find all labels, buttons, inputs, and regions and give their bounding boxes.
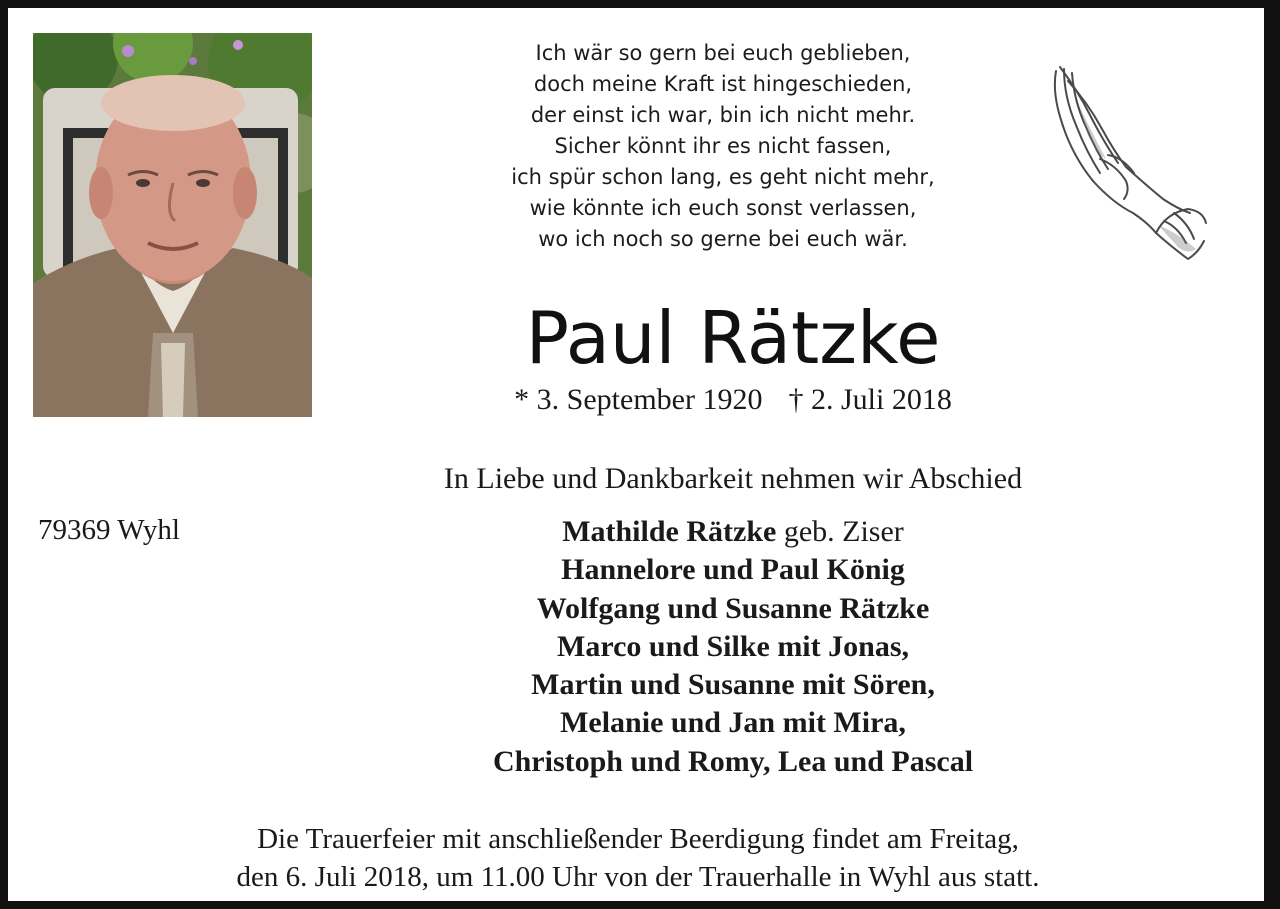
birth-date: * 3. September 1920 [514,383,763,416]
mourner-row: Hannelore und Paul König [561,553,905,587]
poem-line: Ich wär so gern bei euch geblieben, [535,41,911,65]
mourner-row: Marco und Silke mit Jonas, [557,629,909,663]
poem [428,38,1018,255]
death-date: † 2. Juli 2018 [788,383,952,416]
funeral-info [68,820,1208,896]
mourner-row: Wolfgang und Susanne Rätzke [536,591,930,625]
mourners-list [338,513,1128,781]
poem-line: Sicher könnt ihr es nicht fassen, [554,134,892,158]
life-dates [338,382,1128,418]
poem-line: wie könnte ich euch sonst verlassen, [529,196,917,220]
funeral-line: Die Trauerfeier mit anschließender Beerdigung findet am Freitag, [257,823,1019,855]
poem-line: doch meine Kraft ist hingeschieden, [533,72,913,96]
funeral-line: den 6. Juli 2018, um 11.00 Uhr von der Trauerhalle in Wyhl aus statt. [236,861,1040,893]
mourner-row: Melanie und Jan mit Mira, [560,706,906,740]
mourner-row: Christoph und Romy, Lea und Pascal [492,744,974,778]
poem-line: ich spür schon lang, es geht nicht mehr, [511,165,935,189]
mourner-maiden-name: geb. Ziser [776,515,904,548]
location: 79369 Wyhl [38,514,180,546]
portrait-photo [33,33,312,417]
poem-line: der einst ich war, bin ich nicht mehr. [530,103,916,127]
deceased-name: Paul Rätzke [525,296,941,380]
farewell-line: In Liebe und Dankbarkeit nehmen wir Abschied [443,462,1023,495]
mourner-row: Martin und Susanne mit Sören, [531,668,935,702]
mourner-row [338,513,1128,551]
praying-hands-icon [1038,63,1208,263]
mourner-name: Mathilde Rätzke [562,515,777,548]
poem-line: wo ich noch so gerne bei euch wär. [538,227,908,251]
